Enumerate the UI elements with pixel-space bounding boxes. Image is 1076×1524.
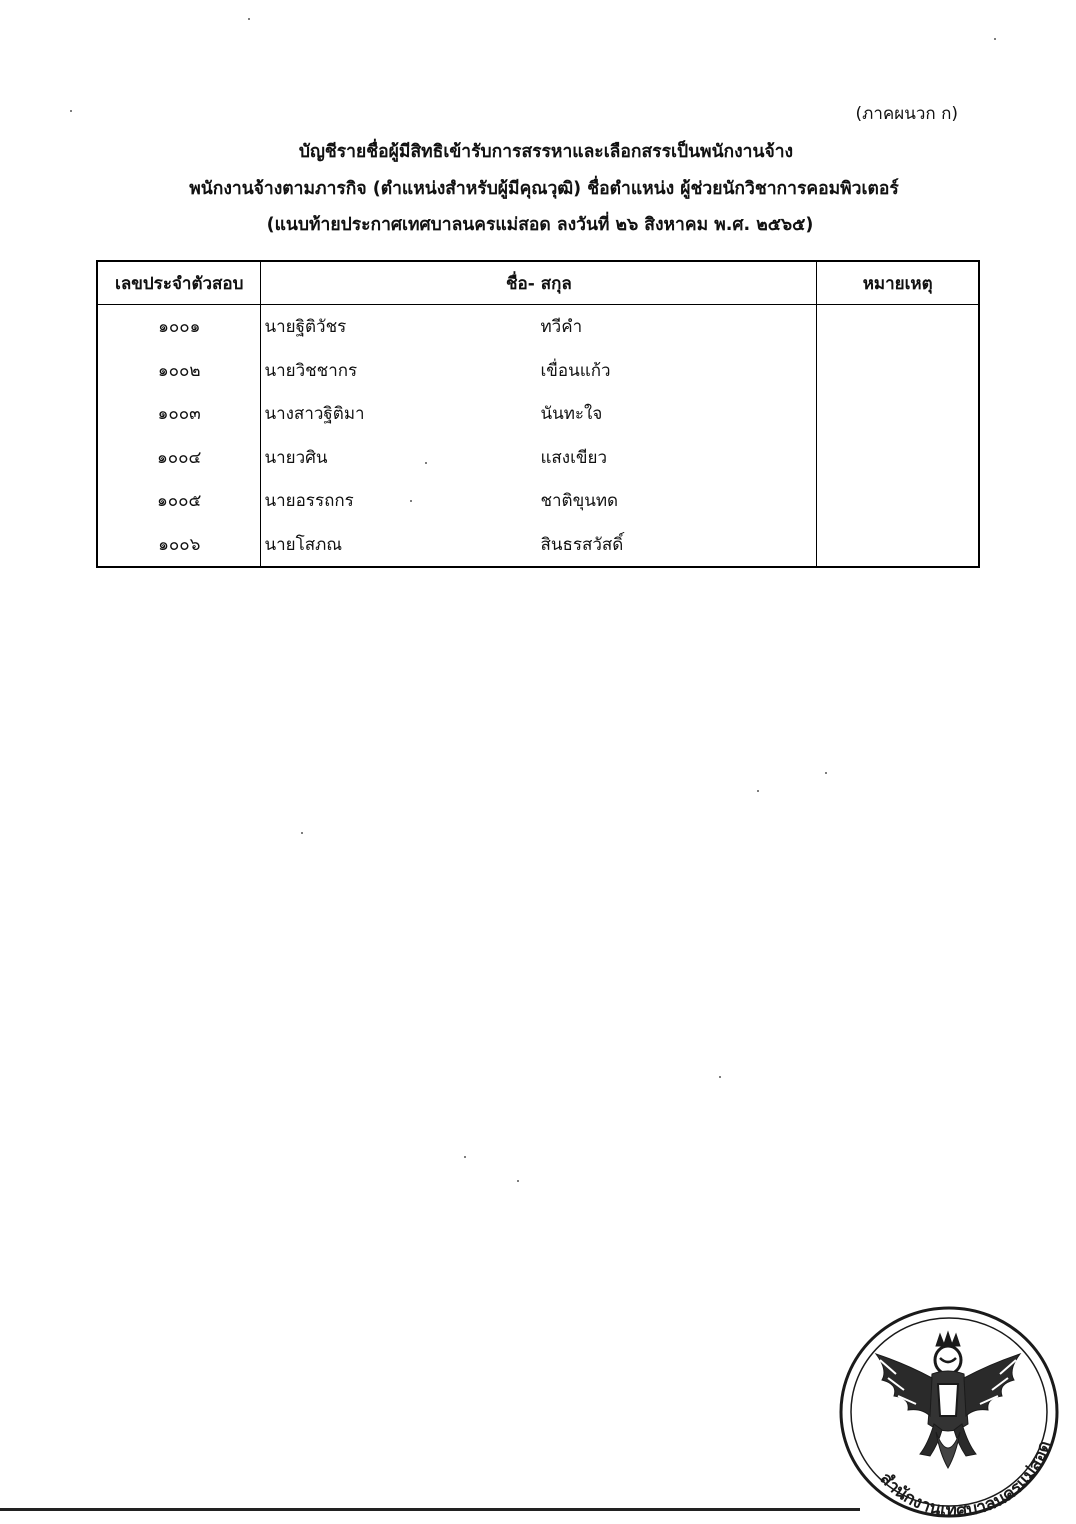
scan-speck [994, 38, 996, 40]
last-name: สินธรสวัสดิ์ [540, 534, 624, 555]
first-name: นายโสภณ [264, 534, 343, 555]
scan-speck [757, 790, 759, 792]
exam-id-cell: ๑๐๐๖ [97, 523, 261, 568]
last-name: นันทะใจ [540, 404, 603, 425]
scan-speck [248, 18, 250, 20]
table-row [97, 305, 979, 349]
table-row [97, 392, 979, 436]
name-cell [261, 305, 817, 349]
scan-speck [425, 462, 427, 464]
candidate-table [96, 260, 980, 568]
name-cell [261, 392, 817, 436]
exam-id-cell: ๑๐๐๒ [97, 349, 261, 393]
table-row [97, 523, 979, 568]
exam-id-cell: ๑๐๐๑ [97, 305, 261, 349]
official-seal [836, 1304, 1062, 1520]
seal-text: สำนักงานเทศบาลนครแม่สอด [875, 1438, 1055, 1520]
scan-speck [464, 1156, 466, 1158]
remarks-cell [817, 436, 979, 480]
header-full-name: ชื่อ- สกุล [261, 261, 817, 305]
table-row [97, 436, 979, 480]
remarks-cell [817, 305, 979, 349]
scan-speck [301, 832, 303, 834]
remarks-cell [817, 523, 979, 568]
first-name: นางสาวฐิติมา [264, 404, 365, 425]
document-title-line-1: บัญชีรายชื่อผู้มีสิทธิเข้ารับการสรรหาและเลือกสรรเป็นพนักงานจ้าง [298, 142, 794, 162]
last-name: ทวีคำ [540, 317, 583, 338]
name-cell [261, 349, 817, 393]
document-title-line-2: พนักงานจ้างตามภารกิจ (ตำแหน่งสำหรับผู้มีคุณวุฒิ) ชื่อตำแหน่ง ผู้ช่วยนักวิชาการคอมพิวเตอร์ [189, 179, 899, 199]
remarks-cell [817, 349, 979, 393]
remarks-cell [817, 479, 979, 523]
scan-speck [719, 1076, 721, 1078]
scan-speck [517, 1180, 519, 1182]
document-title-line-3: (แนบท้ายประกาศเทศบาลนครแม่สอด ลงวันที่ ๒๖ สิงหาคม พ.ศ. ๒๕๖๕) [266, 215, 814, 235]
appendix-label: (ภาคผนวก ก) [855, 104, 958, 124]
first-name: นายอรรถกร [264, 491, 354, 512]
name-cell [261, 436, 817, 480]
table-row [97, 479, 979, 523]
header-remarks: หมายเหตุ [817, 261, 979, 305]
remarks-cell [817, 392, 979, 436]
last-name: เขื่อนแก้ว [540, 360, 611, 381]
header-exam-id: เลขประจำตัวสอบ [97, 261, 261, 305]
last-name: แสงเขียว [540, 447, 608, 468]
table-header-row [97, 261, 979, 305]
first-name: นายวิชชากร [264, 360, 358, 381]
page-bottom-rule [0, 1508, 860, 1511]
name-cell [261, 479, 817, 523]
first-name: นายวศิน [264, 447, 328, 468]
scan-speck [70, 110, 72, 112]
exam-id-cell: ๑๐๐๓ [97, 392, 261, 436]
last-name: ชาติขุนทด [540, 491, 619, 512]
scan-speck [825, 772, 827, 774]
garuda-emblem-icon [836, 1304, 1062, 1520]
name-cell [261, 523, 817, 568]
first-name: นายฐิติวัชร [264, 317, 347, 338]
exam-id-cell: ๑๐๐๕ [97, 479, 261, 523]
scan-speck [410, 500, 412, 502]
exam-id-cell: ๑๐๐๔ [97, 436, 261, 480]
table-row [97, 349, 979, 393]
